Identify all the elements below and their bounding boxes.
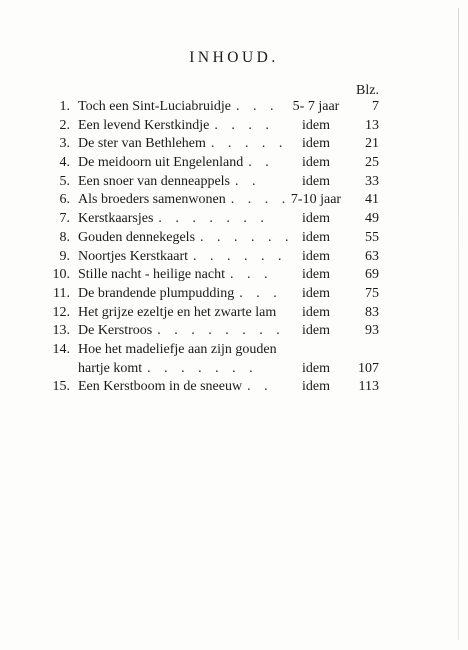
toc-entry-title: Gouden dennekegels . . . . . . (78, 229, 294, 245)
toc-entry-line (0, 285, 468, 304)
toc-entry (0, 229, 468, 248)
toc-entry-line (0, 360, 468, 379)
toc-entry-number: 4. (59, 155, 70, 171)
toc-entry-page: 13 (365, 117, 379, 133)
toc-entry-number: 9. (59, 248, 70, 264)
toc-entry-page: 69 (365, 267, 379, 283)
toc-entry (0, 341, 468, 378)
toc-entry-title: De ster van Bethlehem . . . . . (78, 136, 288, 152)
toc-entry (0, 117, 468, 136)
toc-leader-dots: . . . . . . . (147, 360, 258, 376)
toc-entry-line (0, 248, 468, 267)
toc-leader-dots: . . . . . (210, 136, 288, 152)
toc-entry-line (0, 341, 468, 360)
toc-entry-number: 5. (59, 173, 70, 189)
toc-entry-title: Het grijze ezeltje en het zwarte lam (78, 304, 277, 320)
toc-leader-dots: . . (248, 155, 274, 171)
toc-entry-age: idem (302, 360, 330, 376)
toc-entry-page: 25 (365, 155, 379, 171)
toc-entry-number: 1. (59, 99, 70, 114)
toc-entry-age: idem (302, 285, 330, 301)
page-title: INHOUD. (189, 49, 279, 66)
toc-entry-page: 93 (365, 323, 379, 339)
toc-leader-dots: . . . . (230, 192, 291, 208)
toc-entry-title: Als broeders samenwonen . . . . (78, 192, 291, 208)
toc-entry-age: idem (302, 267, 330, 283)
toc-entry-line (0, 322, 468, 341)
toc-entry (0, 173, 468, 192)
toc-entry (0, 98, 468, 117)
toc-entry (0, 210, 468, 229)
toc-entry-age: idem (302, 136, 330, 152)
toc-entry-page: 63 (365, 248, 379, 264)
toc-entry-number: 8. (59, 229, 70, 245)
toc-entry-line (0, 135, 468, 154)
toc-entry-title: Een levend Kerstkindje . . . . (78, 117, 274, 133)
toc-entry-line (0, 191, 468, 210)
toc-entry-line (0, 229, 468, 248)
toc-entry-line (0, 266, 468, 285)
toc-entry-page: 41 (365, 192, 379, 208)
toc-entry-title: hartje komt . . . . . . . (78, 360, 258, 376)
toc-entry-title: Een Kerstboom in de sneeuw . . (78, 379, 273, 395)
toc-entry-line (0, 173, 468, 192)
toc-entry-title: Kerstkaarsjes . . . . . . . (78, 211, 269, 227)
toc-entry-page: 49 (365, 211, 379, 227)
toc-entry (0, 266, 468, 285)
toc-entry-title: De meidoorn uit Engelenland . . (78, 155, 274, 171)
toc-leader-dots: . . (247, 379, 273, 395)
table-of-contents (0, 98, 468, 397)
toc-entry-age: idem (302, 304, 330, 320)
toc-entry-age: idem (302, 173, 330, 189)
page-column-header: Blz. (356, 83, 379, 98)
toc-entry-line (0, 210, 468, 229)
toc-entry-page: 113 (358, 379, 379, 395)
toc-entry-line (0, 304, 468, 323)
toc-entry-page: 55 (365, 229, 379, 245)
toc-entry (0, 135, 468, 154)
toc-entry-age: idem (302, 117, 330, 133)
toc-leader-dots: . . . (239, 285, 282, 301)
toc-leader-dots: . . . . . . (200, 229, 294, 245)
toc-entry (0, 378, 468, 397)
toc-entry-title: Hoe het madeliefje aan zijn gouden (78, 341, 277, 357)
toc-entry-line (0, 98, 468, 117)
toc-entry-age: idem (302, 248, 330, 264)
toc-entry-age: idem (302, 323, 330, 339)
toc-entry-number: 13. (52, 323, 70, 339)
toc-entry (0, 191, 468, 210)
toc-entry-page: 7 (372, 99, 379, 114)
toc-entry-number: 12. (52, 304, 70, 320)
toc-entry-line (0, 154, 468, 173)
toc-entry-title: De brandende plumpudding . . . (78, 285, 282, 301)
toc-entry-number: 15. (52, 379, 70, 395)
toc-entry-number: 2. (59, 117, 70, 133)
toc-entry-number: 7. (59, 211, 70, 227)
toc-entry-page: 33 (365, 173, 379, 189)
toc-entry-page: 75 (365, 285, 379, 301)
toc-leader-dots: . . . . (214, 117, 274, 133)
toc-entry-number: 3. (59, 136, 70, 152)
toc-entry-title: Toch een Sint-Luciabruidje . . . (78, 99, 279, 114)
toc-entry-age: idem (302, 379, 330, 395)
toc-entry-age: idem (302, 229, 330, 245)
toc-entry-page: 83 (365, 304, 379, 320)
toc-entry-age: 5- 7 jaar (292, 99, 340, 114)
toc-entry-age: idem (302, 211, 330, 227)
toc-leader-dots: . . . (229, 267, 273, 283)
toc-entry-number: 11. (53, 285, 70, 301)
toc-entry-number: 10. (52, 267, 70, 283)
toc-entry-title: Noortjes Kerstkaart . . . . . . (78, 248, 287, 264)
toc-entry-title: Stille nacht - heilige nacht . . . (78, 267, 273, 283)
toc-entry-number: 6. (59, 192, 70, 208)
toc-entry-age: 7-10 jaar (290, 192, 342, 208)
toc-entry (0, 304, 468, 323)
toc-leader-dots: . . . . . . . (158, 211, 269, 227)
toc-leader-dots: . . . (235, 99, 279, 114)
toc-entry-line (0, 117, 468, 136)
toc-entry-title: De Kerstroos . . . . . . . . (78, 323, 285, 339)
toc-entry (0, 154, 468, 173)
toc-leader-dots: . . . . . . (193, 248, 287, 264)
toc-entry-title: Een snoer van denneappels . . (78, 173, 261, 189)
toc-entry-line (0, 378, 468, 397)
toc-entry-age: idem (302, 155, 330, 171)
toc-leader-dots: . . . . . . . . (157, 323, 285, 339)
toc-entry (0, 322, 468, 341)
toc-leader-dots: . . (235, 173, 261, 189)
toc-entry (0, 285, 468, 304)
toc-entry-page: 107 (358, 360, 379, 376)
toc-entry-number: 14. (52, 341, 70, 357)
toc-entry-page: 21 (365, 136, 379, 152)
toc-entry (0, 248, 468, 267)
